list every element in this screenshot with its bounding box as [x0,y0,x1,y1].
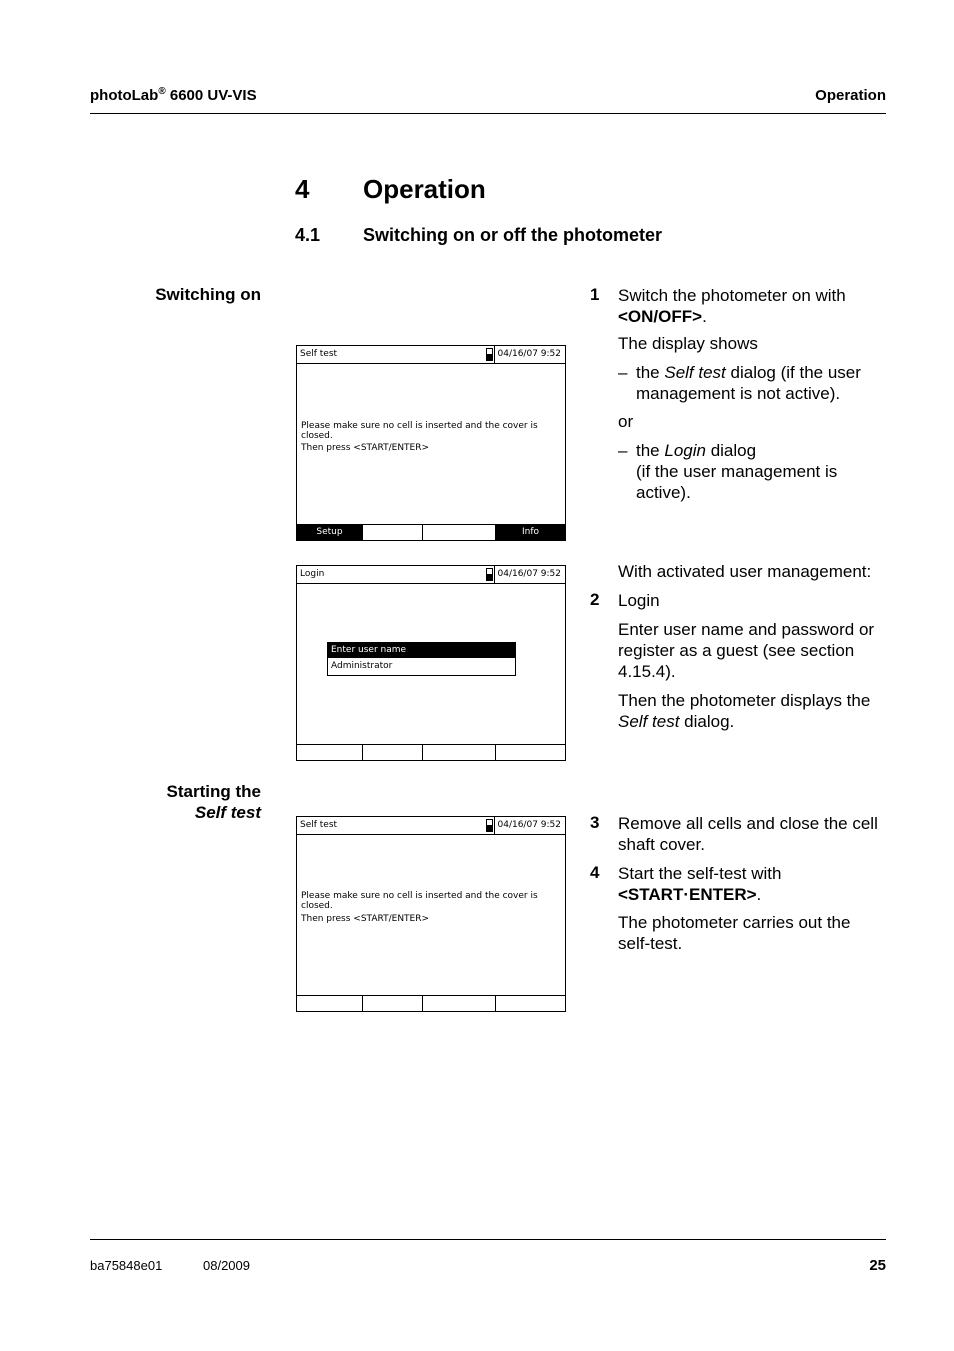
header-section-title: Operation [815,87,886,104]
sidebar-self-test: Self test [194,803,261,822]
header-product [90,86,257,104]
step-2-number: 2 [590,590,600,609]
softkey-1[interactable] [297,745,362,760]
page-number: 25 [869,1257,886,1274]
step-2-text: Login [618,591,660,610]
registered-mark: ® [158,86,166,97]
onoff-key: <ON/OFF> [618,307,703,326]
sidebar-switching-on: Switching on [155,285,261,304]
option-self-test-line2: management is not active). [636,384,841,403]
then-displays-line2 [618,711,734,732]
display-shows: The display shows [618,334,758,353]
option-self-test [636,362,861,383]
step-1-text: Switch the photometer on with [618,286,846,305]
battery-icon [486,819,493,832]
enter-user-line2: register as a guest (see section [618,641,855,660]
softkey-bar [297,995,565,1011]
enter-user-line3: 4.15.4). [618,662,676,681]
option-login-the: the [636,441,665,460]
battery-icon [486,568,493,581]
product-model: 6600 UV-VIS [165,87,257,104]
selftest-screen-1 [296,345,566,541]
screen-titlebar [297,817,565,835]
section-number: 4.1 [295,225,321,245]
screen-message-line2: Then press <START/ENTER> [301,443,430,453]
screen-titlebar [297,346,565,364]
screen-message-line2: Then press <START/ENTER> [301,914,430,924]
softkey-3[interactable] [423,525,495,540]
screen-message-line1: Please make sure no cell is inserted and the cover is closed. [301,891,538,911]
softkey-bar [297,524,565,540]
step-3-line2: shaft cover. [618,835,705,854]
softkey-1[interactable] [297,996,362,1011]
header-rule [90,113,886,114]
step-4-period: . [756,885,762,904]
screen-datetime: 04/16/07 9:52 [497,820,561,830]
softkey-2[interactable] [363,745,422,760]
then-displays-line1: Then the photometer displays the [618,691,871,710]
softkey-info[interactable]: Info [496,525,565,540]
softkey-3[interactable] [423,996,495,1011]
footer-rule [90,1239,886,1240]
screen-title: Self test [300,349,338,359]
user-name-field[interactable] [327,642,516,676]
user-name-value[interactable]: Administrator [331,661,393,671]
carries-out-line1: The photometer carries out the [618,913,851,932]
chapter-number: 4 [295,174,310,204]
screen-title: Self test [300,820,338,830]
option-login-name: Login [664,441,706,460]
titlebar-divider [494,566,495,583]
softkey-4[interactable] [496,996,565,1011]
user-name-label: Enter user name [328,643,515,658]
bullet-dash-2: – [618,441,628,460]
step-3-number: 3 [590,813,600,832]
softkey-4[interactable] [496,745,565,760]
sidebar-starting-the: Starting the [166,782,261,801]
titlebar-divider [494,817,495,834]
step-4-key [618,884,761,905]
screen-datetime: 04/16/07 9:52 [497,569,561,579]
screen-message-line1: Please make sure no cell is inserted and the cover is closed. [301,421,538,441]
product-name: photoLab [90,87,159,104]
chapter-title: Operation [363,174,486,204]
softkey-2[interactable] [363,996,422,1011]
step-3-line1: Remove all cells and close the cell [618,814,878,833]
softkey-bar [297,744,565,760]
option-self-test-rest: dialog (if the user [725,363,861,382]
selftest-screen-2 [296,816,566,1012]
titlebar-divider [494,346,495,363]
step-4-line1: Start the self-test with [618,864,782,883]
section-title: Switching on or off the photometer [363,225,662,245]
carries-out-line2: self-test. [618,934,683,953]
option-self-test-the: the [636,363,665,382]
then-dialog-word: dialog. [679,712,735,731]
or-text: or [618,412,634,431]
screen-datetime: 04/16/07 9:52 [497,349,561,359]
softkey-setup[interactable]: Setup [297,525,362,540]
login-screen [296,565,566,761]
battery-icon [486,348,493,361]
footer-date: 08/2009 [203,1258,250,1273]
bullet-dash-1: – [618,363,628,382]
option-login-line2: (if the user management is [636,462,838,481]
step-1-number: 1 [590,285,600,304]
footer-doc-id: ba75848e01 [90,1258,163,1273]
activated-user-management: With activated user management: [618,562,872,581]
option-login [636,440,756,461]
screen-titlebar [297,566,565,584]
step-1-period: . [702,307,707,326]
option-login-line3: active). [636,483,691,502]
softkey-3[interactable] [423,745,495,760]
step-1-key [618,306,707,327]
then-self-test-name: Self test [618,712,680,731]
screen-title: Login [300,569,325,579]
option-login-rest: dialog [705,441,757,460]
step-4-number: 4 [590,863,600,882]
start-enter-key: <START·ENTER> [618,885,757,904]
option-self-test-name: Self test [664,363,726,382]
softkey-2[interactable] [363,525,422,540]
enter-user-line1: Enter user name and password or [618,620,875,639]
